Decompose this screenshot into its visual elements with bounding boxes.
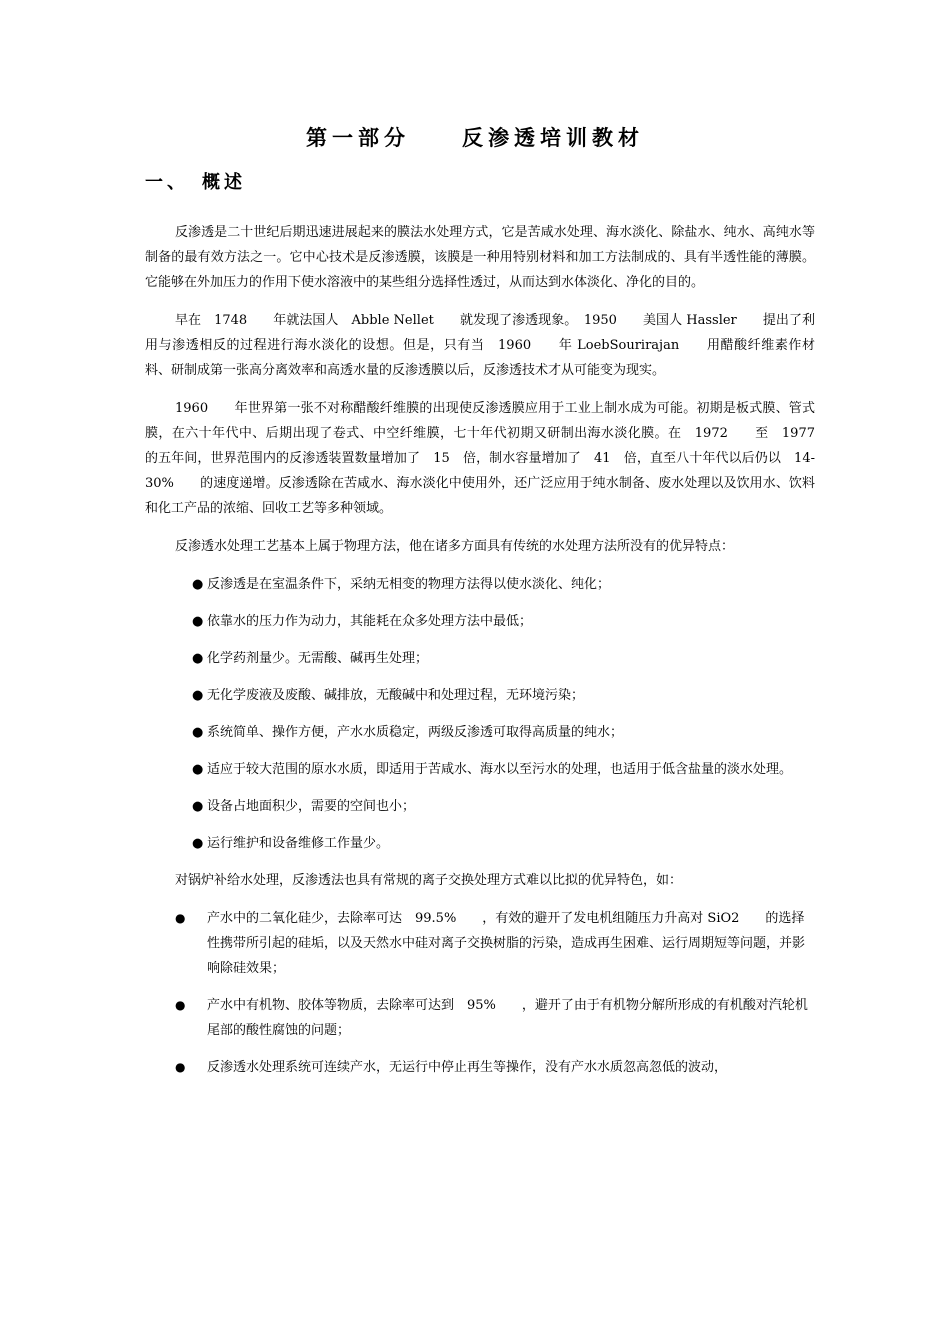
list-item: ● 反渗透水处理系统可连续产水，无运行中停止再生等操作，没有产水水质忽高忽低的波动，	[145, 1055, 815, 1080]
paragraph-advantages-intro: 反渗透水处理工艺基本上属于物理方法，他在诸多方面具有传统的水处理方法所没有的优异特点：	[175, 539, 735, 554]
document-title: 第一部分 反渗透培训教材	[306, 126, 644, 150]
paragraph-development: 1960 年世界第一张不对称醋酸纤维膜的出现使反渗透膜应用于工业上制水成为可能。初期是板式膜、管式膜，在六十年代中、后期出现了卷式、中空纤维膜，七十年代初期又研制出海水淡化膜。在 1972 至 1977 的五年间，世界范围内的反渗透装置数量增加了 15 倍，制水容量增加了 41 倍，直至八十年代以后仍以 14-30% 的速度递增。反渗透除在苦咸水、海水淡化中使用外，还广泛应用于纯水制备、废水处理以及饮用水、饮料和化工产品的浓缩、回收工艺等多种领域。	[145, 401, 842, 516]
bullet-icon: ●	[192, 577, 204, 592]
advantages-list	[145, 572, 815, 856]
bullet-icon: ●	[175, 998, 186, 1012]
list-item: ● 运行维护和设备维修工作量少。	[145, 831, 815, 856]
bullet-icon: ●	[175, 911, 186, 925]
list-item: ● 无化学废液及废酸、碱排放，无酸碱中和处理过程，无环境污染；	[145, 683, 815, 708]
list-item: ● 依靠水的压力作为动力，其能耗在众多处理方法中最低；	[145, 609, 815, 634]
bullet-icon: ●	[192, 651, 204, 666]
bullet-icon: ●	[192, 725, 204, 740]
bullet-icon: ●	[192, 614, 204, 629]
bullet-icon: ●	[192, 836, 204, 851]
bullet-icon: ●	[192, 799, 204, 814]
paragraph-boiler-intro: 对锅炉补给水处理，反渗透法也具有常规的离子交换处理方式难以比拟的优异特色，如：	[175, 873, 683, 888]
section-heading: 一、 概述	[145, 172, 246, 193]
bullet-icon: ●	[192, 688, 204, 703]
bullet-icon: ●	[192, 762, 204, 777]
boiler-points-list	[145, 906, 815, 1080]
list-item: ● 产水中的二氧化硅少，去除率可达 99.5% ，有效的避开了发电机组随压力升高对 SiO2 的选择性携带所引起的硅垢，以及天然水中硅对离子交换树脂的污染，造成再生困难、运行周期短等问题，并影响除硅效果；	[145, 906, 815, 981]
paragraph-history: 早在 1748 年就法国人 Abble Nellet 就发现了渗透现象。 1950 美国人 Hassler 提出了利用与渗透相反的过程进行海水淡化的设想。但是，只有当 1960 年 LoebSourirajan 用醋酸纤维素作材料、研制成第一张高分离效率和高透水量的反渗透膜以后，反渗透技术才从可能变为现实。	[145, 313, 815, 378]
document-body	[145, 220, 842, 1092]
list-item: ● 适应于较大范围的原水水质，即适用于苦咸水、海水以至污水的处理，也适用于低含盐量的淡水处理。	[145, 757, 815, 782]
list-item: ● 系统简单、操作方便，产水水质稳定，两级反渗透可取得高质量的纯水；	[145, 720, 815, 745]
paragraph-intro: 反渗透是二十世纪后期迅速进展起来的膜法水处理方式，它是苦咸水处理、海水淡化、除盐水、纯水、高纯水等制备的最有效方法之一。它中心技术是反渗透膜，该膜是一种用特别材料和加工方法制成的、具有半透性能的薄膜。它能够在外加压力的作用下使水溶液中的某些组分选择性透过，从而达到水体淡化、净化的目的。	[145, 225, 815, 290]
list-item: ● 产水中有机物、胶体等物质，去除率可达到 95% ，避开了由于有机物分解所形成的有机酸对汽轮机尾部的酸性腐蚀的问题；	[145, 993, 815, 1043]
list-item: ● 反渗透是在室温条件下，采纳无相变的物理方法得以使水淡化、纯化；	[145, 572, 815, 597]
list-item: ● 化学药剂量少。无需酸、碱再生处理；	[145, 646, 815, 671]
list-item: ● 设备占地面积少，需要的空间也小；	[145, 794, 815, 819]
bullet-icon: ●	[175, 1060, 186, 1074]
